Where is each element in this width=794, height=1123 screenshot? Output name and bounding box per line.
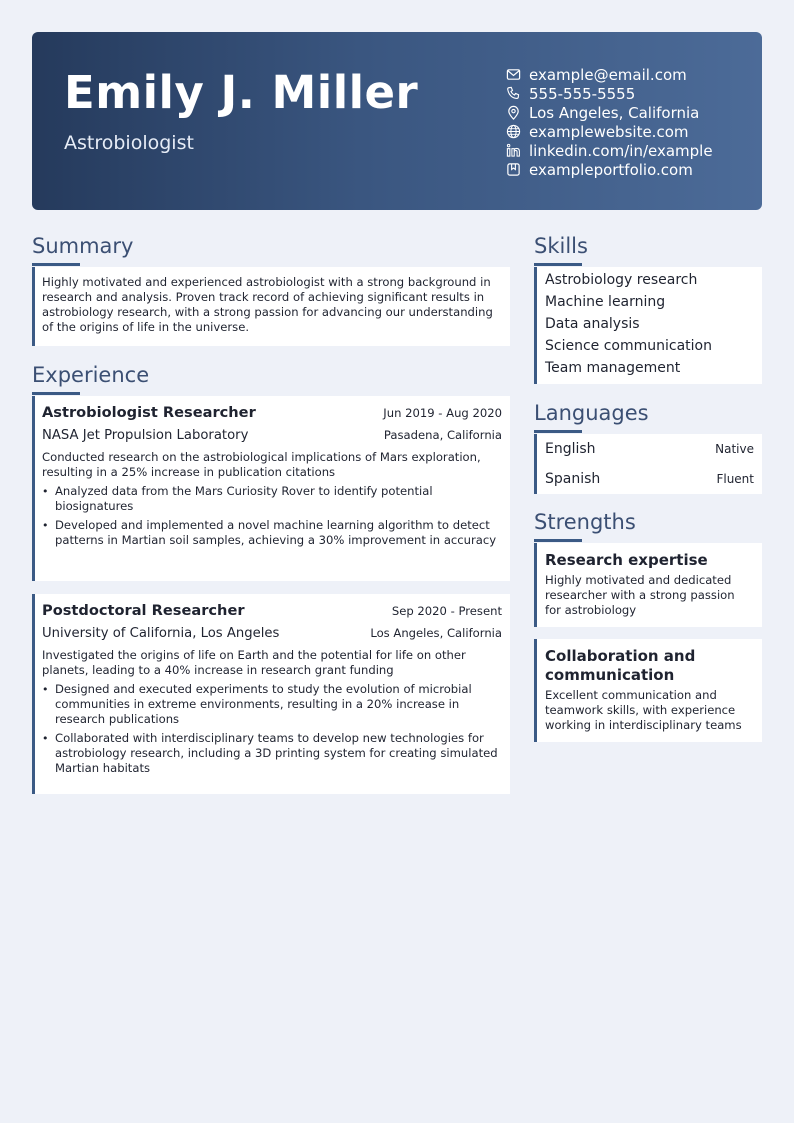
contact-email-text: example@email.com [529, 65, 687, 84]
location-pin-icon [504, 104, 522, 122]
job-location: Los Angeles, California [370, 626, 502, 640]
skill-item: Science communication [545, 338, 712, 354]
job-location: Pasadena, California [383, 428, 502, 442]
contact-list [504, 65, 713, 179]
strength-description: Highly motivated and dedicated researcher with a strong passion for astrobiology [545, 573, 735, 617]
skill-item: Team management [545, 360, 681, 376]
summary-card [32, 267, 510, 346]
job-description: Conducted research on the astrobiological implications of Mars exploration, resulting in a 25% increase in publication citations [42, 450, 481, 479]
strengths-heading: Strengths [534, 510, 636, 534]
job-organization: University of California, Los Angeles [42, 626, 280, 641]
job-role: Postdoctoral Researcher [42, 602, 245, 619]
strength-description: Excellent communication and teamwork skills, with experience working in interdisciplinary teams [545, 688, 742, 732]
skill-item: Machine learning [545, 294, 666, 310]
job-dates: Sep 2020 - Present [391, 604, 502, 618]
skill-item: Data analysis [545, 316, 640, 332]
contact-portfolio-text: exampleportfolio.com [529, 160, 693, 179]
language-row [537, 434, 762, 464]
strength-card [534, 639, 762, 742]
contact-phone[interactable] [504, 84, 713, 103]
language-level: Native [715, 442, 754, 456]
language-row [537, 464, 762, 494]
experience-head [35, 404, 510, 421]
contact-location-text: Los Angeles, California [529, 103, 700, 122]
candidate-name: Emily J. Miller [64, 66, 419, 119]
language-name: Spanish [545, 471, 601, 487]
bookmark-icon [504, 161, 522, 179]
job-organization: NASA Jet Propulsion Laboratory [42, 428, 249, 443]
candidate-title: Astrobiologist [64, 132, 194, 154]
job-bullets [35, 484, 510, 548]
strength-title: Collaboration and communication [545, 647, 696, 684]
experience-subhead [35, 626, 510, 641]
job-dates: Jun 2019 - Aug 2020 [383, 406, 502, 420]
experience-subhead [35, 428, 510, 443]
job-role: Astrobiologist Researcher [42, 404, 256, 421]
summary-heading: Summary [32, 234, 134, 258]
job-description: Investigated the origins of life on Earth and the potential for life on other planets, leading to a 40% increase in research grant funding [42, 648, 466, 677]
contact-linkedin-text: linkedin.com/in/example [529, 141, 713, 160]
strength-title: Research expertise [545, 551, 708, 569]
phone-icon [504, 85, 522, 103]
resume-header [32, 32, 762, 210]
contact-website-text: examplewebsite.com [529, 122, 689, 141]
linkedin-icon [504, 142, 522, 160]
job-bullet: • Designed and executed experiments to study the evolution of microbial communities in extreme environments, resulting in a 20% increase in research publications [55, 682, 502, 727]
experience-item [32, 594, 510, 794]
job-bullet: • Developed and implemented a novel machine learning algorithm to detect patterns in Martian soil samples, achieving a 30% improvement in accuracy [55, 518, 502, 548]
contact-linkedin[interactable] [504, 141, 713, 160]
language-name: English [545, 441, 596, 457]
languages-heading: Languages [534, 401, 649, 425]
contact-website[interactable] [504, 122, 713, 141]
language-level: Fluent [716, 472, 754, 486]
experience-item [32, 396, 510, 581]
globe-icon [504, 123, 522, 141]
experience-head [35, 602, 510, 619]
email-icon [504, 66, 522, 84]
experience-heading: Experience [32, 363, 150, 387]
contact-location [504, 103, 713, 122]
strength-card [534, 543, 762, 627]
contact-phone-text: 555-555-5555 [529, 84, 636, 103]
summary-text: Highly motivated and experienced astrobiologist with a strong background in research and analysis. Proven track record of achieving significant results in astrobiology research, with a strong passion for advancing our understanding of the origins of life in the universe. [42, 275, 493, 334]
job-bullet: • Collaborated with interdisciplinary teams to develop new technologies for astrobiology research, including a 3D printing system for creating simulated Martian habitats [55, 731, 502, 776]
contact-email[interactable] [504, 65, 713, 84]
contact-portfolio[interactable] [504, 160, 713, 179]
languages-card [534, 434, 762, 494]
job-bullet: • Analyzed data from the Mars Curiosity Rover to identify potential biosignatures [55, 484, 502, 514]
skills-heading: Skills [534, 234, 588, 258]
skill-item: Astrobiology research [545, 272, 698, 288]
skills-card [534, 267, 762, 384]
job-bullets [35, 682, 510, 776]
